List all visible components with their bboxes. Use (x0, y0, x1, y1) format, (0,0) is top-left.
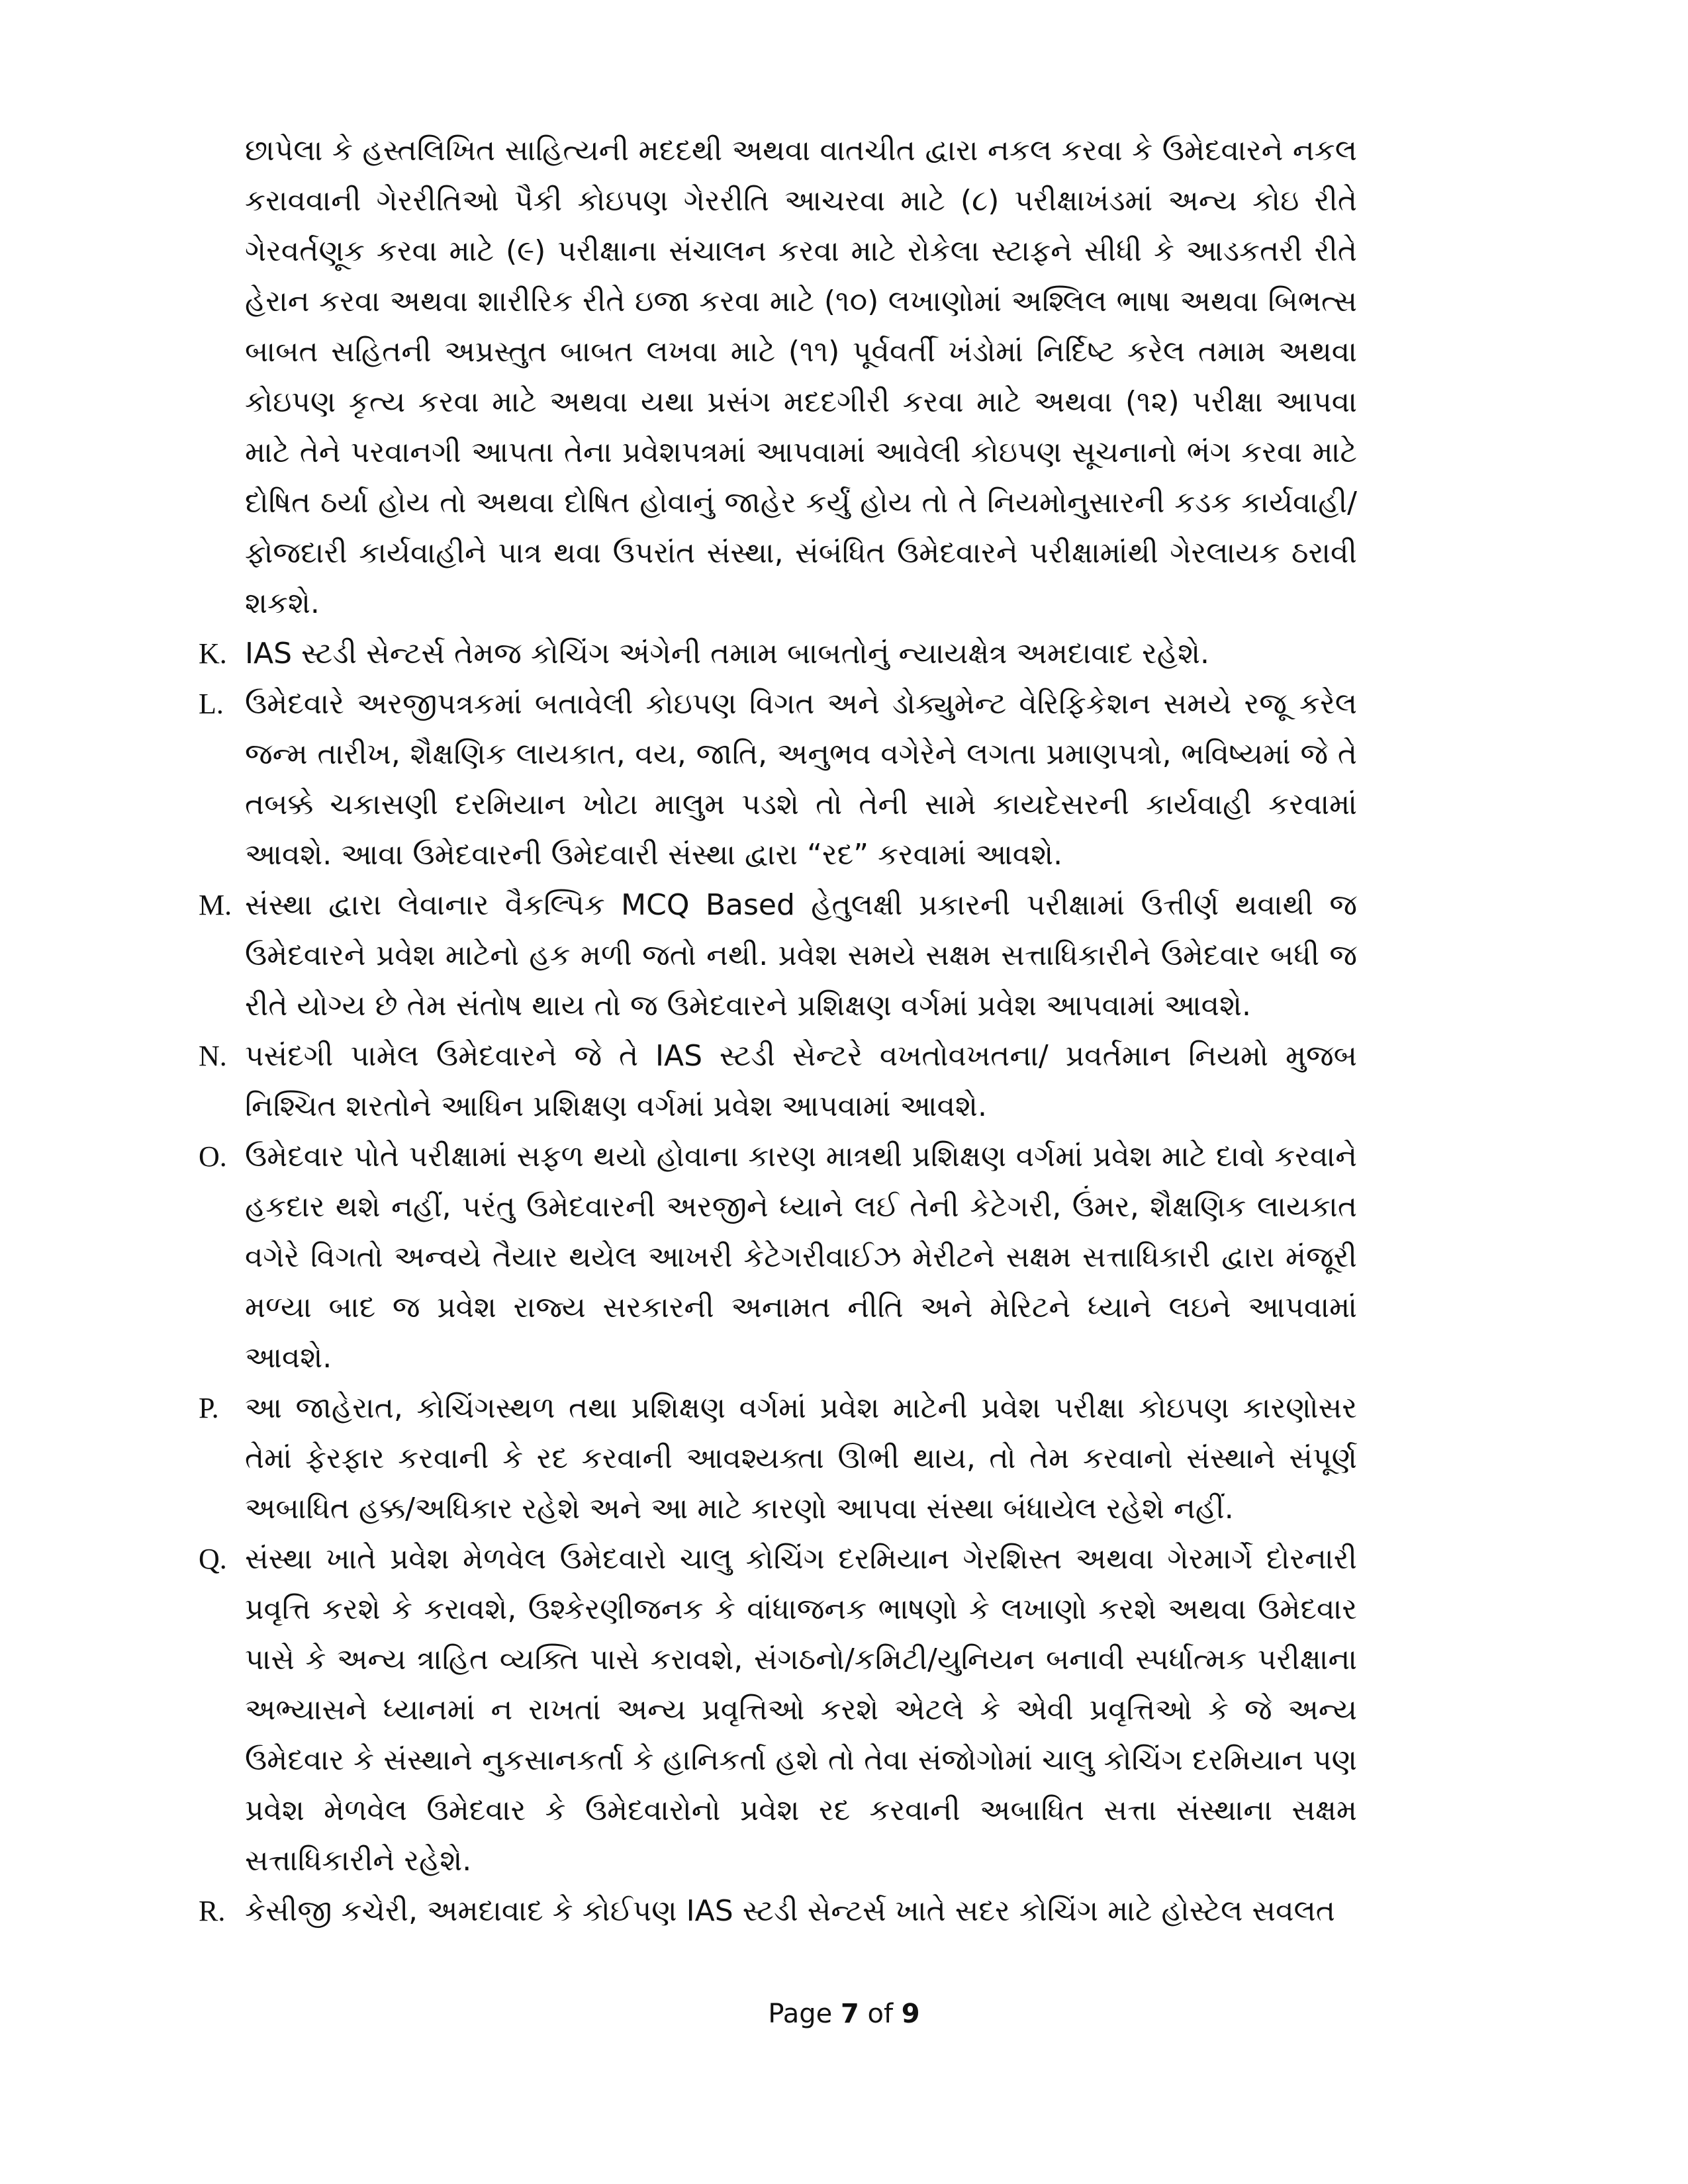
list-item-k (199, 629, 1357, 679)
item-marker: N. (199, 1040, 227, 1072)
page-of-label: of (859, 1999, 902, 2029)
current-page-number: 7 (840, 1999, 859, 2029)
item-marker: O. (199, 1140, 227, 1173)
page-content (199, 126, 1357, 1936)
item-text: પસંદગી પામેલ ઉમેદવારને જે તે IAS સ્ટડી સેન્ટરે વખતોવખતના/ પ્રવર્તમાન નિયમો મુજબ નિશ્ચિત શરતોને આધિન પ્રશિક્ષણ વર્ગમાં પ્રવેશ આપવામાં આવશે. (245, 1039, 1357, 1123)
list-item-l (199, 679, 1357, 880)
list-item-p (199, 1383, 1357, 1534)
page-number-footer (0, 1999, 1688, 2029)
item-marker: M. (199, 889, 232, 921)
item-text: આ જાહેરાત, કોચિંગસ્થળ તથા પ્રશિક્ષણ વર્ગમાં પ્રવેશ માટેની પ્રવેશ પરીક્ષા કોઇપણ કારણોસર તેમાં ફેરફાર કરવાની કે રદ કરવાની આવશ્યક્તા ઊભી થાય, તો તેમ કરવાનો સંસ્થાને સંપૂર્ણ અબાધિત હક્ક/અધિકાર રહેશે અને આ માટે કારણો આપવા સંસ્થા બંધાયેલ રહેશે નહીં. (245, 1391, 1357, 1525)
item-marker: P. (199, 1392, 219, 1424)
item-marker: L. (199, 688, 224, 720)
total-pages-number: 9 (901, 1999, 920, 2029)
item-text: ઉમેદવાર પોતે પરીક્ષામાં સફળ થયો હોવાના કારણ માત્રથી પ્રશિક્ષણ વર્ગમાં પ્રવેશ માટે દાવો કરવાને હકદાર થશે નહીં, પરંતુ ઉમેદવારની અરજીને ધ્યાને લઈ તેની કેટેગરી, ઉંમર, શૈક્ષણિક લાયકાત વગેરે વિગતો અન્વયે તૈયાર થયેલ આખરી કેટેગરીવાઈઝ મેરીટને સક્ષમ સત્તાધિકારી દ્વારા મંજૂરી મળ્યા બાદ જ પ્રવેશ રાજ્ય સરકારની અનામત નીતિ અને મેરિટને ધ્યાને લઇને આપવામાં આવશે. (245, 1140, 1357, 1375)
item-marker: R. (199, 1895, 226, 1927)
intro-paragraph: છાપેલા કે હસ્તલિખિત સાહિત્યની મદદથી અથવા વાતચીત દ્વારા નકલ કરવા કે ઉમેદવારને નકલ કરાવવાની ગેરરીતિઓ પૈકી કોઇપણ ગેરરીતિ આચરવા માટે (૮) પરીક્ષાખંડમાં અન્ય કોઇ રીતે ગેરવર્તણૂક કરવા માટે (૯) પરીક્ષાના સંચાલન કરવા માટે રોકેલા સ્ટાફને સીધી કે આડકતરી રીતે હેરાન કરવા અથવા શારીરિક રીતે ઇજા કરવા માટે (૧૦) લખાણોમાં અશ્લિલ ભાષા અથવા બિભત્સ બાબત સહિતની અપ્રસ્તુત બાબત લખવા માટે (૧૧) પૂર્વવર્તી ખંડોમાં નિર્દિષ્ટ કરેલ તમામ અથવા કોઇપણ કૃત્ય કરવા માટે અથવા યથા પ્રસંગ મદદગીરી કરવા માટે અથવા (૧૨) પરીક્ષા આપવા માટે તેને પરવાનગી આપતા તેના પ્રવેશપત્રમાં આપવામાં આવેલી કોઇપણ સૂચનાનો ભંગ કરવા માટે દોષિત ઠર્યા હોય તો અથવા દોષિત હોવાનું જાહેર કર્યું હોય તો તે નિયમોનુસારની કડક કાર્યવાહી/ફોજદારી કાર્યવાહીને પાત્ર થવા ઉપરાંત સંસ્થા, સંબંધિત ઉમેદવારને પરીક્ષામાંથી ગેરલાયક ઠરાવી શકશે. (245, 134, 1357, 620)
list-item-m (199, 880, 1357, 1031)
item-text: ઉમેદવારે અરજીપત્રકમાં બતાવેલી કોઇપણ વિગત અને ડોક્યુમેન્ટ વેરિફિકેશન સમયે રજૂ કરેલ જન્મ તારીખ, શૈક્ષણિક લાયકાત, વય, જાતિ, અનુભવ વગેરેને લગતા પ્રમાણપત્રો, ભવિષ્યમાં જે તે તબક્કે ચકાસણી દરમિયાન ખોટા માલુમ પડશે તો તેની સામે કાયદેસરની કાર્યવાહી કરવામાં આવશે. આવા ઉમેદવારની ઉમેદવારી સંસ્થા દ્વારા “રદ” કરવામાં આવશે. (245, 687, 1357, 872)
list-item-n (199, 1031, 1357, 1132)
list-item-r (199, 1886, 1357, 1936)
item-text: કેસીજી કચેરી, અમદાવાદ કે કોઈપણ IAS સ્ટડી સેન્ટર્સ ખાતે સદર કોચિંગ માટે હોસ્ટેલ સવલત (245, 1894, 1335, 1928)
item-text: IAS સ્ટડી સેન્ટર્સ તેમજ કોચિંગ અંગેની તમામ બાબતોનું ન્યાયક્ષેત્ર અમદાવાદ રહેશે. (245, 637, 1209, 670)
item-text: સંસ્થા ખાતે પ્રવેશ મેળવેલ ઉમેદવારો ચાલુ કોચિંગ દરમિયાન ગેરશિસ્ત અથવા ગેરમાર્ગે દોરનારી પ્રવૃત્તિ કરશે કે કરાવશે, ઉશ્કેરણીજનક કે વાંધાજનક ભાષણો કે લખાણો કરશે અથવા ઉમેદવાર પાસે કે અન્ય ત્રાહિત વ્યક્તિ પાસે કરાવશે, સંગઠનો/કમિટી/યુનિયન બનાવી સ્પર્ધાત્મક પરીક્ષાના અભ્યાસને ધ્યાનમાં ન રાખતાં અન્ય પ્રવૃત્તિઓ કરશે એટલે કે એવી પ્રવૃત્તિઓ કે જે અન્ય ઉમેદવાર કે સંસ્થાને નુકસાનકર્તા કે હાનિકર્તા હશે તો તેવા સંજોગોમાં ચાલુ કોચિંગ દરમિયાન પણ પ્રવેશ મેળવેલ ઉમેદવાર કે ઉમેદવારોનો પ્રવેશ રદ કરવાની અબાધિત સત્તા સંસ્થાના સક્ષમ સત્તાધિકારીને રહેશે. (245, 1542, 1357, 1878)
item-text: સંસ્થા દ્વારા લેવાનાર વૈકલ્પિક MCQ Based હેતુલક્ષી પ્રકારની પરીક્ષામાં ઉત્તીર્ણ થવાથી જ ઉમેદવારને પ્રવેશ માટેનો હક મળી જતો નથી. પ્રવેશ સમયે સક્ષમ સત્તાધિકારીને ઉમેદવાર બધી જ રીતે યોગ્ય છે તેમ સંતોષ થાય તો જ ઉમેદવારને પ્રશિક્ષણ વર્ગમાં પ્રવેશ આપવામાં આવશે. (245, 888, 1357, 1023)
item-marker: Q. (199, 1543, 227, 1575)
item-marker: K. (199, 637, 227, 670)
list-item-o (199, 1132, 1357, 1383)
list-item-q (199, 1534, 1357, 1886)
page-prefix: Page (768, 1999, 841, 2029)
